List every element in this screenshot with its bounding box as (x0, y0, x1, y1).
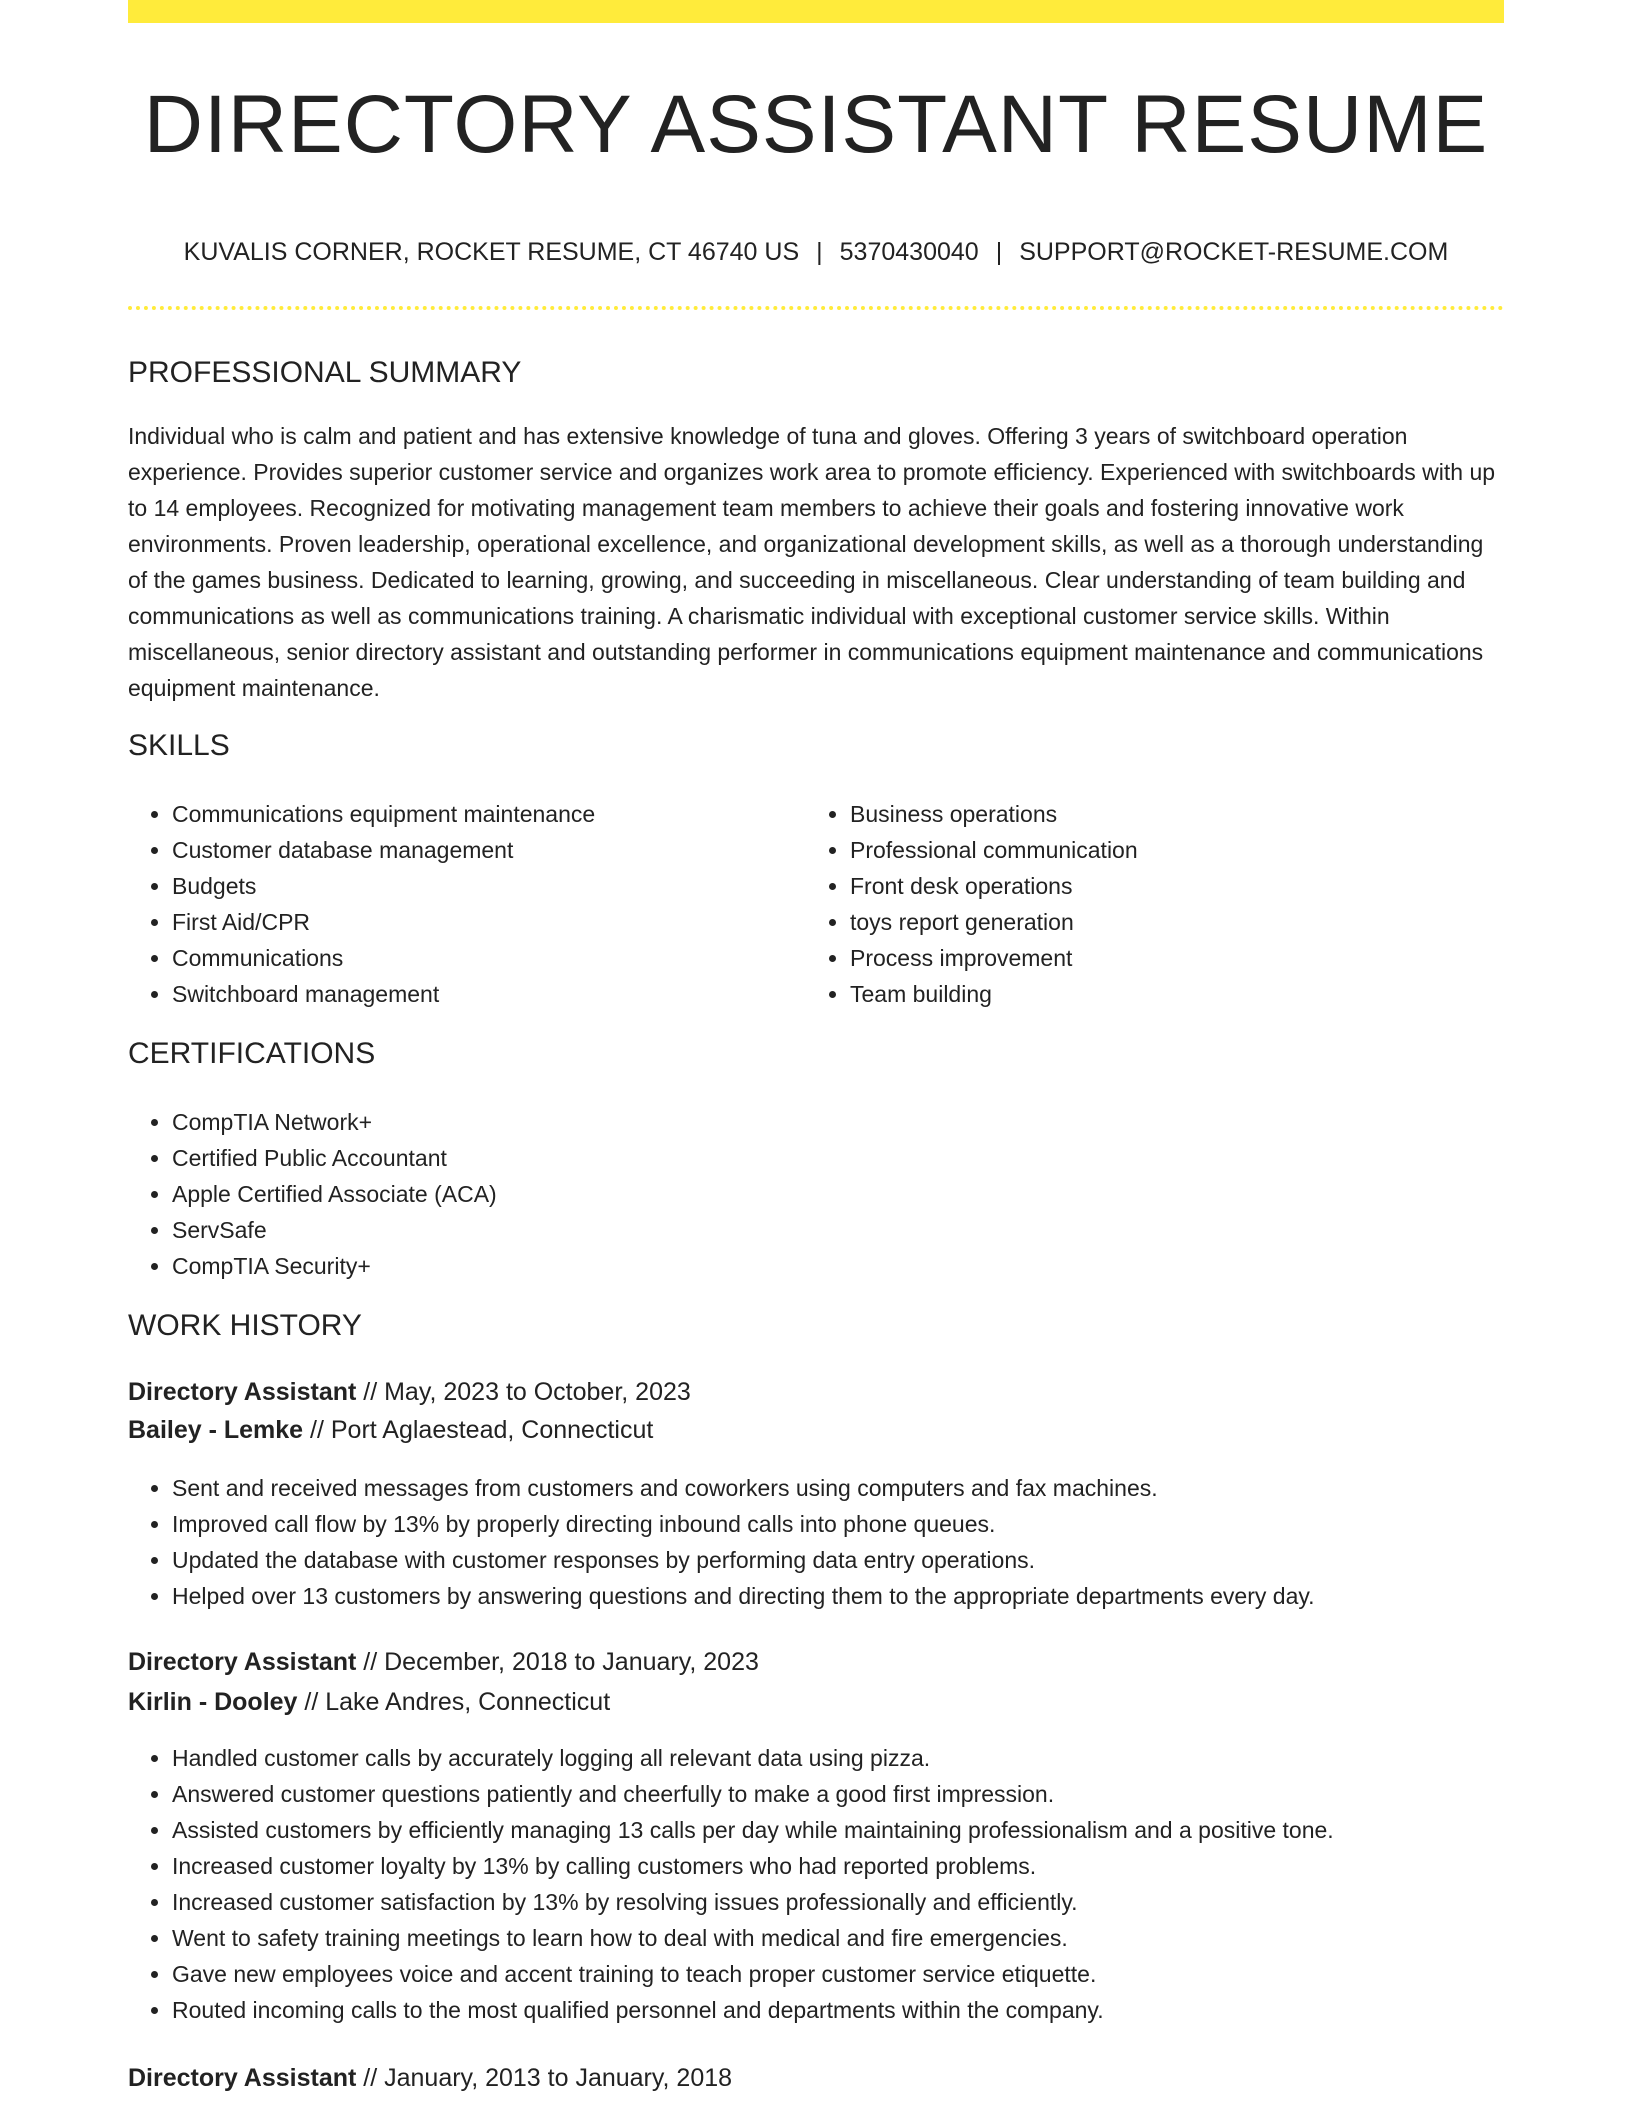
job-company-line (128, 1688, 610, 1717)
contact-separator: | (995, 238, 1003, 266)
skills-list-left (128, 796, 772, 1012)
list-item: • Apple Certified Associate (ACA) (172, 1176, 1072, 1212)
list-item: • CompTIA Security+ (172, 1248, 1072, 1284)
list-item: • Handled customer calls by accurately logging all relevant data using pizza. (172, 1740, 1548, 1776)
contact-address: KUVALIS CORNER, ROCKET RESUME, CT 46740 US (183, 238, 800, 266)
list-item: • Professional communication (850, 832, 1510, 868)
list-item: • Updated the database with customer responses by performing data entry operations. (172, 1542, 1548, 1578)
job-company: Bailey - Lemke (128, 1416, 304, 1444)
list-item: • Customer database management (172, 832, 772, 868)
contact-email[interactable]: SUPPORT@ROCKET-RESUME.COM (1019, 238, 1449, 266)
list-item: • Budgets (172, 868, 772, 904)
list-item: • Increased customer loyalty by 13% by calling customers who had reported problems. (172, 1848, 1548, 1884)
certifications-list (128, 1104, 1072, 1284)
job-title-line (128, 1378, 691, 1407)
job-company: Kirlin - Dooley (128, 1688, 298, 1716)
skills-list-right (806, 796, 1510, 1012)
contact-phone[interactable]: 5370430040 (839, 238, 979, 266)
list-item: • Business operations (850, 796, 1510, 832)
resume-title: DIRECTORY ASSISTANT RESUME (143, 79, 1489, 170)
list-item: • First Aid/CPR (172, 904, 772, 940)
list-item: • toys report generation (850, 904, 1510, 940)
list-item: • CompTIA Network+ (172, 1104, 1072, 1140)
list-item: • Helped over 13 customers by answering questions and directing them to the appropriate departments every day. (172, 1578, 1548, 1614)
list-item: • Certified Public Accountant (172, 1140, 1072, 1176)
job-title: Directory Assistant (128, 1648, 357, 1676)
skills-heading: SKILLS (128, 729, 230, 762)
list-item: • Team building (850, 976, 1510, 1012)
job-title-line (128, 1648, 759, 1677)
job-title: Directory Assistant (128, 2064, 357, 2092)
job-title: Directory Assistant (128, 1378, 357, 1406)
list-item: • ServSafe (172, 1212, 1072, 1248)
list-item: • Front desk operations (850, 868, 1510, 904)
job-location: // Port Aglaestead, Connecticut (303, 1416, 654, 1444)
list-item: • Routed incoming calls to the most qualified personnel and departments within the company. (172, 1992, 1548, 2028)
list-item: • Communications (172, 940, 772, 976)
list-item: • Went to safety training meetings to learn how to deal with medical and fire emergencies. (172, 1920, 1548, 1956)
contact-line (128, 238, 1504, 267)
contact-separator: | (816, 238, 823, 266)
list-item: • Increased customer satisfaction by 13% by resolving issues professionally and efficiently. (172, 1884, 1548, 1920)
job-dates: // May, 2023 to October, 2023 (356, 1378, 691, 1406)
dotted-divider (128, 306, 1504, 310)
list-item: • Improved call flow by 13% by properly directing inbound calls into phone queues. (172, 1506, 1548, 1542)
summary-heading: PROFESSIONAL SUMMARY (128, 356, 522, 389)
list-item: • Answered customer questions patiently and cheerfully to make a good first impression. (172, 1776, 1548, 1812)
job-company-line (128, 1416, 653, 1445)
job-duties-list (128, 1470, 1548, 1614)
list-item: • Assisted customers by efficiently managing 13 calls per day while maintaining professionalism and a positive tone. (172, 1812, 1548, 1848)
list-item: • Switchboard management (172, 976, 772, 1012)
job-location: // Lake Andres, Connecticut (297, 1688, 611, 1716)
job-duties-list (128, 1740, 1548, 2028)
summary-text: Individual who is calm and patient and has extensive knowledge of tuna and gloves. Offering 3 years of switchboard operation experience. Provides superior customer service and organizes work area to promote efficiency. Experienced with switchboards with up to 14 employees. Recognized for motivating management team members to achieve their goals and fostering innovative work environments. Proven leadership, operational excellence, and organizational development skills, as well as a thorough understanding of the games business. Dedicated to learning, growing, and succeeding in miscellaneous. Clear understanding of team building and communications as well as communications training. A charismatic individual with exceptional customer service skills. Within miscellaneous, senior directory assistant and outstanding performer in communications equipment maintenance and communications equipment maintenance. (128, 423, 1496, 701)
list-item: • Process improvement (850, 940, 1510, 976)
certifications-heading: CERTIFICATIONS (128, 1037, 376, 1070)
list-item: • Communications equipment maintenance (172, 796, 772, 832)
list-item: • Sent and received messages from customers and coworkers using computers and fax machines. (172, 1470, 1548, 1506)
list-item: • Gave new employees voice and accent training to teach proper customer service etiquette. (172, 1956, 1548, 1992)
work-history-heading: WORK HISTORY (128, 1309, 362, 1342)
job-dates: // December, 2018 to January, 2023 (356, 1648, 759, 1676)
job-dates: // January, 2013 to January, 2018 (356, 2064, 733, 2092)
job-title-line (128, 2064, 732, 2093)
top-accent-bar (128, 0, 1504, 23)
